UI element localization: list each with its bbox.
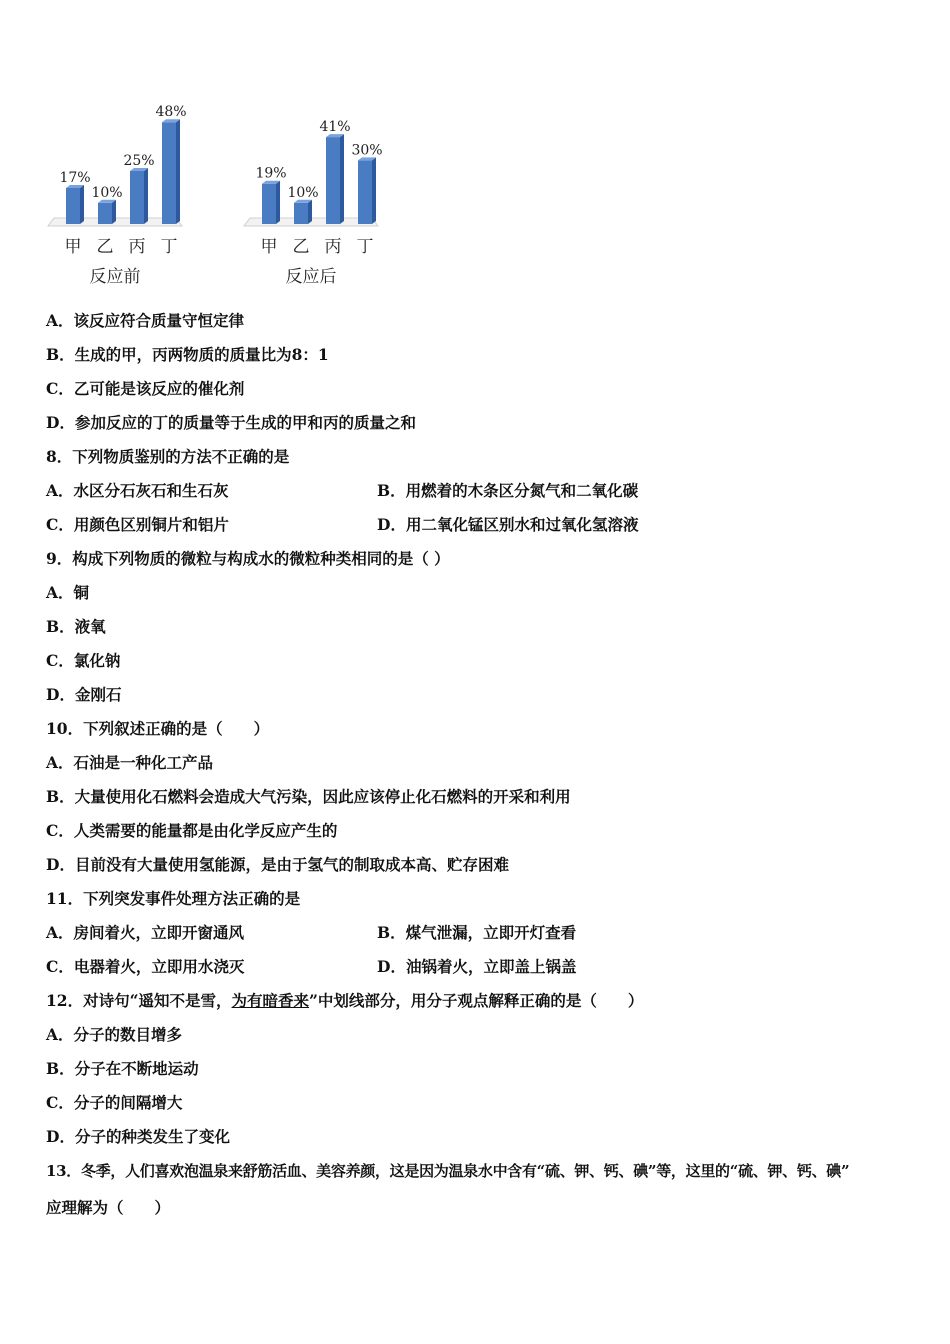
bar-1 bbox=[262, 181, 280, 224]
q12-option-d: D．分子的种类发生了变化 bbox=[46, 1127, 230, 1146]
q8-option-a: A．水区分石灰石和生石灰 bbox=[46, 481, 229, 500]
q7-option-a: A．该反应符合质量守恒定律 bbox=[46, 311, 245, 330]
q10-option-a: A．石油是一种化工产品 bbox=[46, 753, 214, 772]
chart-before-svg bbox=[40, 92, 200, 262]
q13-stem-line1: 13．冬季，人们喜欢泡温泉来舒筋活血、美容养颜，这是因为温泉水中含有“硫、钾、钙、碘”等，这里的“硫、钾、钙、碘” bbox=[46, 1162, 850, 1180]
q11-stem: 11．下列突发事件处理方法正确的是 bbox=[46, 889, 301, 908]
bar-value-label: 30% bbox=[351, 142, 383, 159]
q9-option-c: C．氯化钠 bbox=[46, 651, 121, 670]
q8-option-c: C．用颜色区别铜片和铝片 bbox=[46, 515, 229, 534]
category-label: 甲 bbox=[260, 237, 278, 257]
q12-stem-post: ”中划线部分，用分子观点解释正确的是（ ） bbox=[309, 991, 644, 1010]
bar-4 bbox=[162, 119, 180, 224]
q9-stem: 9．构成下列物质的微粒与构成水的微粒种类相同的是（ ） bbox=[46, 549, 450, 568]
bar-value-label: 25% bbox=[123, 153, 155, 169]
q11-option-c: C．电器着火，立即用水浇灭 bbox=[46, 957, 245, 976]
q12-option-a: A．分子的数目增多 bbox=[46, 1025, 183, 1044]
q11-option-b: B．煤气泄漏，立即开灯查看 bbox=[377, 923, 577, 942]
bar-value-label: 19% bbox=[255, 165, 287, 182]
q8-option-d: D．用二氧化锰区别水和过氧化氢溶液 bbox=[377, 515, 639, 534]
q10-stem: 10．下列叙述正确的是（ ） bbox=[46, 719, 270, 738]
q11-option-d: D．油锅着火，立即盖上锅盖 bbox=[377, 957, 577, 976]
bar-charts bbox=[40, 92, 400, 292]
q8-stem: 8．下列物质鉴别的方法不正确的是 bbox=[46, 447, 290, 466]
bar-2 bbox=[294, 200, 312, 224]
q9-option-a: A．铜 bbox=[46, 583, 90, 602]
q7-option-c: C．乙可能是该反应的催化剂 bbox=[46, 379, 245, 398]
q7-option-b: B．生成的甲，丙两物质的质量比为8：1 bbox=[46, 345, 329, 364]
category-label: 丁 bbox=[160, 237, 178, 257]
bar-value-label: 48% bbox=[155, 104, 187, 121]
q10-option-b: B．大量使用化石燃料会造成大气污染，因此应该停止化石燃料的开采和利用 bbox=[46, 787, 571, 806]
q12-option-b: B．分子在不断地运动 bbox=[46, 1059, 199, 1078]
q12-stem-underline: 为有暗香来 bbox=[231, 991, 310, 1010]
bar-3 bbox=[130, 168, 148, 224]
bar-value-label: 10% bbox=[287, 184, 319, 201]
bar-value-label: 41% bbox=[319, 119, 351, 136]
q12-stem-pre: 12．对诗句“遥知不是雪， bbox=[46, 991, 232, 1010]
q9-option-b: B．液氧 bbox=[46, 617, 106, 636]
bar-1 bbox=[66, 185, 84, 224]
chart-before-title: 反应前 bbox=[89, 267, 141, 287]
q10-option-c: C．人类需要的能量都是由化学反应产生的 bbox=[46, 821, 338, 840]
bar-value-label: 10% bbox=[91, 184, 123, 201]
chart-before bbox=[40, 92, 200, 292]
q12-option-c: C．分子的间隔增大 bbox=[46, 1093, 183, 1112]
category-label: 乙 bbox=[96, 237, 114, 257]
bar-4 bbox=[358, 157, 376, 224]
q9-option-d: D．金刚石 bbox=[46, 685, 122, 704]
bar-3 bbox=[326, 134, 344, 224]
q8-option-b: B．用燃着的木条区分氮气和二氧化碳 bbox=[377, 481, 639, 500]
chart-after-title: 反应后 bbox=[285, 267, 337, 287]
q10-option-d: D．目前没有大量使用氢能源，是由于氢气的制取成本高、贮存困难 bbox=[46, 855, 509, 874]
q12-stem bbox=[46, 991, 643, 1011]
q7-option-d: D．参加反应的丁的质量等于生成的甲和丙的质量之和 bbox=[46, 413, 416, 432]
chart-after bbox=[236, 92, 396, 292]
category-label: 甲 bbox=[64, 237, 82, 257]
chart-after-svg bbox=[236, 92, 396, 262]
bar-value-label: 17% bbox=[59, 169, 91, 186]
category-label: 乙 bbox=[292, 237, 310, 257]
category-label: 丁 bbox=[356, 237, 374, 257]
category-label: 丙 bbox=[324, 237, 342, 257]
q13-stem-line2: 应理解为（ ） bbox=[46, 1198, 171, 1217]
bar-2 bbox=[98, 200, 116, 224]
q11-option-a: A．房间着火，立即开窗通风 bbox=[46, 923, 245, 942]
category-label: 丙 bbox=[128, 237, 146, 257]
